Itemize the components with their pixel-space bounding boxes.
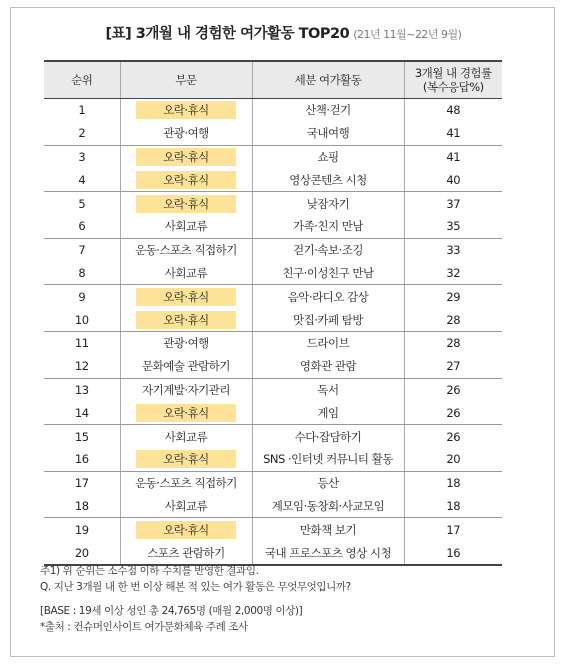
category-cell	[120, 308, 252, 331]
activity-cell: 국내 프로스포츠 영상 시청	[252, 541, 404, 565]
category-cell	[120, 541, 252, 565]
rank-cell: 10	[44, 308, 120, 331]
rank-cell: 4	[44, 168, 120, 191]
category-cell-label: 사회교류	[164, 219, 208, 234]
activity-cell: 등산	[252, 471, 404, 494]
category-cell	[120, 471, 252, 494]
rank-cell: 11	[74, 336, 89, 351]
category-cell-label: 오락·휴식	[136, 148, 236, 166]
activity-cell: 드라이브	[252, 331, 404, 354]
category-cell	[120, 238, 252, 261]
rank-cell: 18	[44, 495, 120, 518]
rate-cell: 48	[404, 99, 502, 122]
activity-cell: SNS ·인터넷 커뮤니티 활동	[252, 448, 404, 471]
leisure-activity-table	[44, 60, 502, 566]
table-row	[44, 541, 502, 565]
category-cell	[120, 285, 252, 308]
table-row	[44, 262, 502, 285]
category-cell	[120, 518, 252, 541]
header-experience-rate	[404, 61, 502, 99]
rank-cell: 3	[78, 149, 86, 164]
activity-cell: 낮잠자기	[252, 192, 404, 215]
category-cell	[120, 425, 252, 448]
source-note: *출처 : 컨슈머인사이트 여가문화체육 주례 조사	[40, 621, 248, 633]
category-cell-label: 사회교류	[164, 498, 208, 513]
category-cell	[120, 215, 252, 238]
footnotes	[40, 563, 351, 635]
table-row	[44, 378, 502, 401]
category-cell-label: 관광·여행	[163, 126, 209, 141]
rank-cell: 15	[74, 429, 89, 444]
category-cell-label: 오락·휴식	[136, 195, 236, 213]
rank-cell: 1	[78, 103, 86, 118]
activity-cell: 가족·친지 만남	[252, 215, 404, 238]
category-cell-label: 오락·휴식	[136, 101, 236, 119]
category-cell-label: 오락·휴식	[136, 288, 236, 306]
activity-cell: 독서	[252, 378, 404, 401]
activity-cell: 영화관 관람	[252, 355, 404, 378]
table-title	[11, 22, 556, 43]
table-row	[44, 168, 502, 191]
category-cell	[120, 99, 252, 122]
category-cell-label: 오락·휴식	[136, 450, 236, 468]
category-cell	[120, 495, 252, 518]
rate-cell: 27	[404, 355, 502, 378]
rank-cell: 9	[78, 289, 86, 304]
survey-question: Q. 지난 3개월 내 한 번 이상 해본 적 있는 여가 활동은 무엇무엇입니까?	[40, 581, 351, 593]
rate-cell: 29	[404, 285, 502, 308]
rank-cell: 14	[44, 401, 120, 424]
rate-cell: 37	[404, 192, 502, 215]
rank-cell: 19	[74, 522, 89, 537]
activity-cell: 쇼핑	[252, 145, 404, 168]
rank-cell: 8	[44, 262, 120, 285]
category-cell	[120, 448, 252, 471]
category-cell-label: 오락·휴식	[136, 311, 236, 329]
activity-cell: 만화책 보기	[252, 518, 404, 541]
table-row	[44, 401, 502, 424]
category-cell-label: 사회교류	[164, 429, 208, 444]
activity-cell: 맛집·카페 탐방	[252, 308, 404, 331]
header-rate-line1: 3개월 내 경험률	[414, 66, 492, 80]
rank-cell: 16	[44, 448, 120, 471]
table-row	[44, 238, 502, 261]
category-cell-label: 관광·여행	[163, 336, 209, 351]
category-cell	[120, 355, 252, 378]
category-cell-label: 오락·휴식	[136, 171, 236, 189]
table-row	[44, 355, 502, 378]
rate-cell: 41	[404, 122, 502, 145]
rank-cell: 5	[78, 196, 86, 211]
category-cell	[120, 168, 252, 191]
header-category: 부문	[120, 61, 252, 99]
category-cell	[120, 122, 252, 145]
rate-cell: 28	[404, 308, 502, 331]
rank-cell: 17	[74, 476, 89, 491]
rate-cell: 40	[404, 168, 502, 191]
category-cell-label: 자기계발·자기관리	[141, 382, 231, 397]
rate-cell: 20	[404, 448, 502, 471]
category-cell-label: 사회교류	[164, 265, 208, 280]
table-row	[44, 99, 502, 122]
category-cell-label: 운동·스포츠 직접하기	[135, 243, 237, 258]
activity-cell: 수다·잡담하기	[252, 425, 404, 448]
header-rank: 순위	[44, 61, 120, 99]
table-row	[44, 518, 502, 541]
activity-cell: 음악·라디오 감상	[252, 285, 404, 308]
rate-cell: 17	[404, 518, 502, 541]
header-rate-line2: (복수응답%)	[422, 80, 484, 94]
category-cell-label: 오락·휴식	[136, 521, 236, 539]
table-row	[44, 215, 502, 238]
activity-cell: 국내여행	[252, 122, 404, 145]
rank-cell: 20	[44, 541, 120, 565]
survey-base: [BASE : 19세 이상 성인 총 24,765명 (매월 2,000명 이상)]	[40, 605, 303, 617]
rate-cell: 33	[404, 238, 502, 261]
table-row	[44, 192, 502, 215]
category-cell	[120, 262, 252, 285]
rate-cell: 26	[404, 378, 502, 401]
rank-cell: 13	[74, 382, 89, 397]
rank-cell: 2	[44, 122, 120, 145]
table-row	[44, 331, 502, 354]
header-detail-activity: 세분 여가활동	[252, 61, 404, 99]
category-cell-label: 스포츠 관람하기	[147, 545, 225, 560]
category-cell-label: 문화예술 관람하기	[141, 359, 231, 374]
table-row	[44, 308, 502, 331]
rate-cell: 32	[404, 262, 502, 285]
category-cell	[120, 378, 252, 401]
category-cell	[120, 401, 252, 424]
title-main: [표] 3개월 내 경험한 여가활동 TOP20	[105, 26, 350, 42]
category-cell-label: 오락·휴식	[136, 404, 236, 422]
title-period: (21년 11월~22년 9월)	[353, 28, 462, 41]
table-row	[44, 145, 502, 168]
rate-cell: 35	[404, 215, 502, 238]
rank-cell: 6	[44, 215, 120, 238]
rank-cell: 7	[78, 243, 86, 258]
activity-cell: 계모임·동창회·사교모임	[252, 495, 404, 518]
category-cell-label: 운동·스포츠 직접하기	[135, 476, 237, 491]
footnote-1: 주1) 위 순위는 소수점 이하 수치를 반영한 결과임.	[40, 565, 259, 577]
table-row	[44, 425, 502, 448]
category-cell	[120, 331, 252, 354]
table-row	[44, 495, 502, 518]
rate-cell: 18	[404, 495, 502, 518]
rate-cell: 26	[404, 401, 502, 424]
table-row	[44, 285, 502, 308]
activity-cell: 친구·이성친구 만남	[252, 262, 404, 285]
activity-cell: 게임	[252, 401, 404, 424]
rank-cell: 12	[44, 355, 120, 378]
activity-cell: 영상콘텐츠 시청	[252, 168, 404, 191]
table-row	[44, 471, 502, 494]
activity-cell: 걷기·속보·조깅	[252, 238, 404, 261]
table-body	[44, 99, 502, 565]
category-cell	[120, 192, 252, 215]
rate-cell: 41	[404, 145, 502, 168]
table-row	[44, 448, 502, 471]
rate-cell: 16	[404, 541, 502, 565]
activity-cell: 산책·걷기	[252, 99, 404, 122]
category-cell	[120, 145, 252, 168]
table-header-row	[44, 61, 502, 99]
rate-cell: 26	[404, 425, 502, 448]
rate-cell: 18	[404, 471, 502, 494]
rate-cell: 28	[404, 331, 502, 354]
table-row	[44, 122, 502, 145]
